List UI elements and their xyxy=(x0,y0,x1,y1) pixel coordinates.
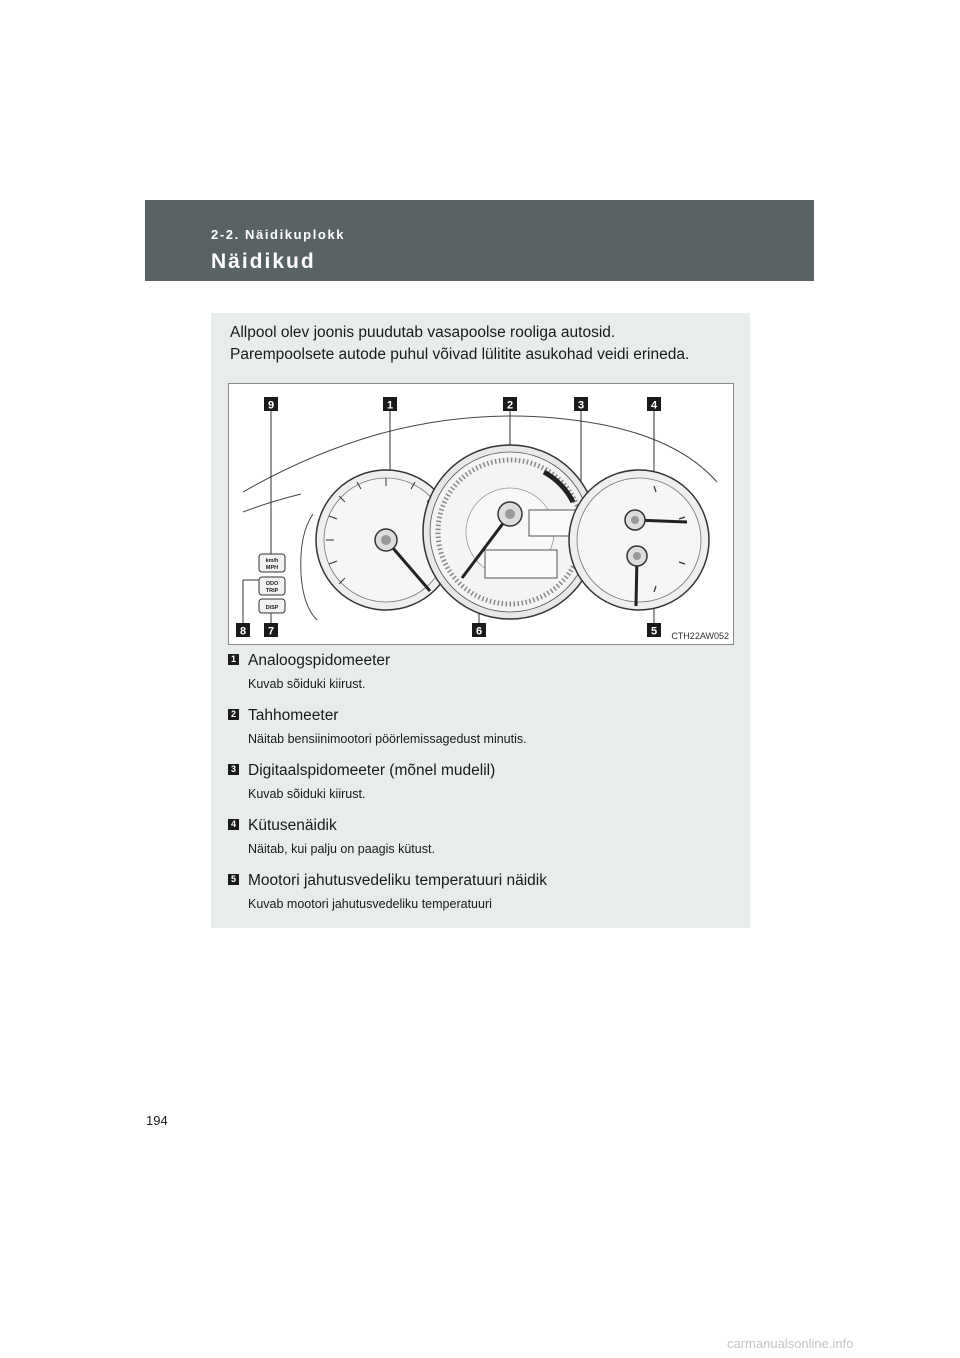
disp-button xyxy=(259,599,285,613)
page-title: Näidikud xyxy=(211,250,316,273)
callout-3: 3 xyxy=(577,399,585,412)
km-h-label: km/h xyxy=(265,558,279,564)
list-item xyxy=(228,761,738,802)
section-header xyxy=(145,200,814,281)
callout-8: 8 xyxy=(239,625,247,638)
fuel-temperature-gauge xyxy=(569,470,709,610)
item-description: Näitab, kui palju on paagis kütust. xyxy=(248,842,435,856)
mph-label: MPH xyxy=(265,565,279,571)
intro-line-2: Parempoolsete autode puhul võivad lülitite asukohad veidi erineda. xyxy=(230,346,690,363)
item-number: 5 xyxy=(228,874,239,885)
item-number: 1 xyxy=(228,654,239,665)
disp-label: DISP xyxy=(265,605,279,611)
item-title: Kütusenäidik xyxy=(248,817,337,834)
item-title: Tahhomeeter xyxy=(248,707,339,724)
intro-line-1: Allpool olev joonis puudutab vasapoolse rooliga autosid. xyxy=(230,324,616,341)
callout-7: 7 xyxy=(267,625,275,638)
list-item xyxy=(228,706,738,747)
callout-6: 6 xyxy=(475,625,483,638)
list-item xyxy=(228,871,738,912)
section-label: 2-2. Näidikuplokk xyxy=(211,227,346,242)
content-panel xyxy=(211,313,750,928)
item-description: Kuvab sõiduki kiirust. xyxy=(248,677,366,691)
list-item xyxy=(228,816,738,857)
trip-label: TRIP xyxy=(265,588,279,594)
item-number: 3 xyxy=(228,764,239,775)
item-number: 2 xyxy=(228,709,239,720)
intro-text xyxy=(230,322,750,366)
odo-label: ODO xyxy=(265,581,279,587)
list-item xyxy=(228,651,738,692)
item-title: Digitaalspidomeeter (mõnel mudelil) xyxy=(248,762,496,779)
callout-5: 5 xyxy=(650,625,658,638)
item-list xyxy=(228,651,738,926)
callout-1: 1 xyxy=(386,399,394,412)
callout-9: 9 xyxy=(267,399,275,412)
figure-code: CTH22AW052 xyxy=(671,631,729,641)
page-number: 194 xyxy=(146,1113,168,1128)
speed-unit-button xyxy=(259,554,285,572)
odo-trip-button xyxy=(259,577,285,595)
callout-2: 2 xyxy=(506,399,514,412)
item-description: Näitab bensiinimootori pöörlemissagedust minutis. xyxy=(248,732,527,746)
instrument-cluster-figure xyxy=(228,383,734,645)
item-title: Mootori jahutusvedeliku temperatuuri näidik xyxy=(248,872,547,889)
item-description: Kuvab mootori jahutusvedeliku temperatuuri xyxy=(248,897,492,911)
item-description: Kuvab sõiduki kiirust. xyxy=(248,787,366,801)
item-title: Analoogspidomeeter xyxy=(248,652,391,669)
item-number: 4 xyxy=(228,819,239,830)
callout-4: 4 xyxy=(650,399,658,412)
watermark: carmanualsonline.info xyxy=(727,1336,854,1351)
